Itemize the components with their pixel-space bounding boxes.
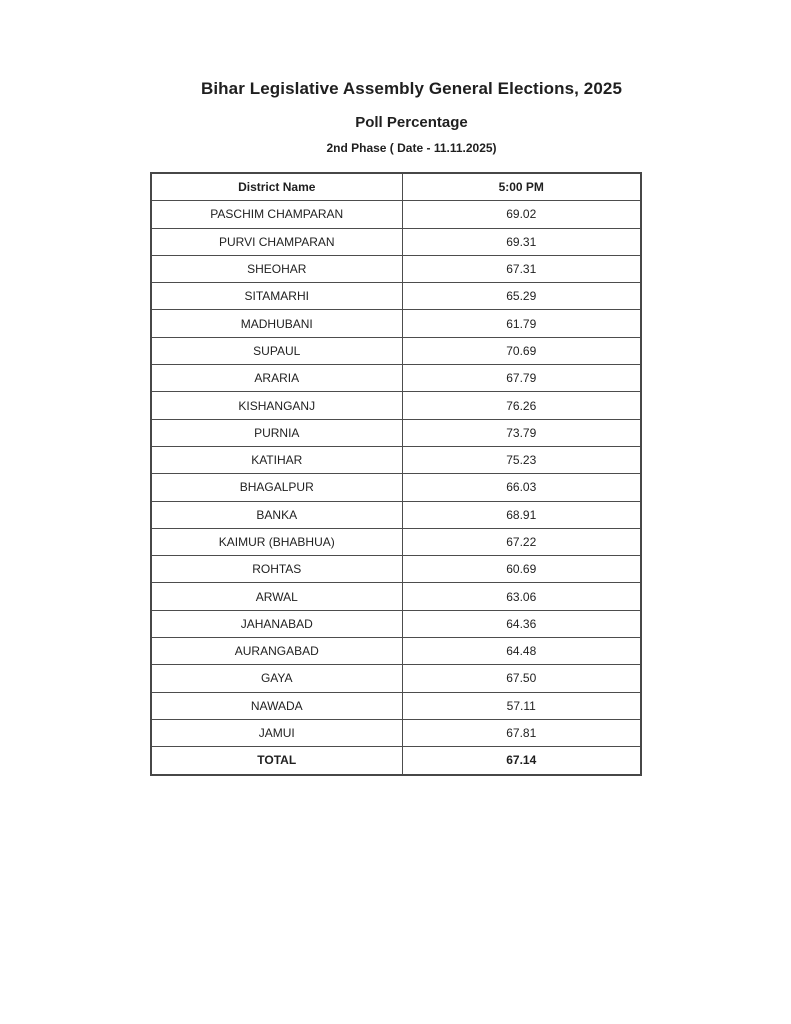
- district-cell: ROHTAS: [151, 556, 403, 583]
- table-row: [151, 365, 641, 392]
- table-row: [151, 692, 641, 719]
- table-row: [151, 528, 641, 555]
- value-cell: 61.79: [403, 310, 641, 337]
- district-cell: PURNIA: [151, 419, 403, 446]
- value-cell: 67.81: [403, 719, 641, 746]
- table-row: [151, 610, 641, 637]
- district-name-header: District Name: [151, 173, 403, 201]
- table-row: [151, 556, 641, 583]
- table-body: [151, 201, 641, 747]
- value-cell: 68.91: [403, 501, 641, 528]
- district-cell: JAMUI: [151, 719, 403, 746]
- table-row: [151, 719, 641, 746]
- value-cell: 67.31: [403, 255, 641, 282]
- table-row: [151, 474, 641, 501]
- district-cell: BHAGALPUR: [151, 474, 403, 501]
- value-cell: 65.29: [403, 283, 641, 310]
- table-row: [151, 446, 641, 473]
- table-row: [151, 337, 641, 364]
- district-cell: SUPAUL: [151, 337, 403, 364]
- district-cell: SITAMARHI: [151, 283, 403, 310]
- table-footer: [151, 747, 641, 775]
- district-cell: AURANGABAD: [151, 638, 403, 665]
- table-row: [151, 583, 641, 610]
- district-cell: JAHANABAD: [151, 610, 403, 637]
- document-headings: [16, 0, 791, 156]
- district-cell: KAIMUR (BHABHUA): [151, 528, 403, 555]
- total-row: [151, 747, 641, 775]
- value-cell: 66.03: [403, 474, 641, 501]
- value-cell: 76.26: [403, 392, 641, 419]
- value-cell: 67.22: [403, 528, 641, 555]
- table-row: [151, 419, 641, 446]
- phase-date-line: 2nd Phase ( Date - 11.11.2025): [326, 141, 497, 155]
- table-row: [151, 310, 641, 337]
- value-cell: 67.50: [403, 665, 641, 692]
- table-row: [151, 665, 641, 692]
- table-row: [151, 638, 641, 665]
- value-cell: 67.79: [403, 365, 641, 392]
- district-cell: ARWAL: [151, 583, 403, 610]
- district-cell: GAYA: [151, 665, 403, 692]
- value-cell: 69.02: [403, 201, 641, 228]
- value-cell: 75.23: [403, 446, 641, 473]
- table-header: [151, 173, 641, 201]
- district-cell: BANKA: [151, 501, 403, 528]
- poll-percentage-table: [150, 172, 642, 776]
- district-cell: PASCHIM CHAMPARAN: [151, 201, 403, 228]
- value-cell: 73.79: [403, 419, 641, 446]
- district-cell: KISHANGANJ: [151, 392, 403, 419]
- value-cell: 63.06: [403, 583, 641, 610]
- value-cell: 60.69: [403, 556, 641, 583]
- value-cell: 69.31: [403, 228, 641, 255]
- district-cell: ARARIA: [151, 365, 403, 392]
- time-column-header: 5:00 PM: [403, 173, 641, 201]
- value-cell: 57.11: [403, 692, 641, 719]
- header-row: [151, 173, 641, 201]
- value-cell: 64.48: [403, 638, 641, 665]
- table-row: [151, 201, 641, 228]
- value-cell: 64.36: [403, 610, 641, 637]
- table-row: [151, 501, 641, 528]
- table-row: [151, 283, 641, 310]
- district-cell: NAWADA: [151, 692, 403, 719]
- value-cell: 70.69: [403, 337, 641, 364]
- district-cell: PURVI CHAMPARAN: [151, 228, 403, 255]
- district-cell: SHEOHAR: [151, 255, 403, 282]
- document-subtitle: Poll Percentage: [355, 114, 468, 131]
- table-row: [151, 255, 641, 282]
- document-title: Bihar Legislative Assembly General Elections, 2025: [200, 79, 623, 98]
- table-row: [151, 228, 641, 255]
- district-cell: KATIHAR: [151, 446, 403, 473]
- total-value-cell: 67.14: [403, 747, 641, 775]
- total-label-cell: TOTAL: [151, 747, 403, 775]
- district-cell: MADHUBANI: [151, 310, 403, 337]
- table-row: [151, 392, 641, 419]
